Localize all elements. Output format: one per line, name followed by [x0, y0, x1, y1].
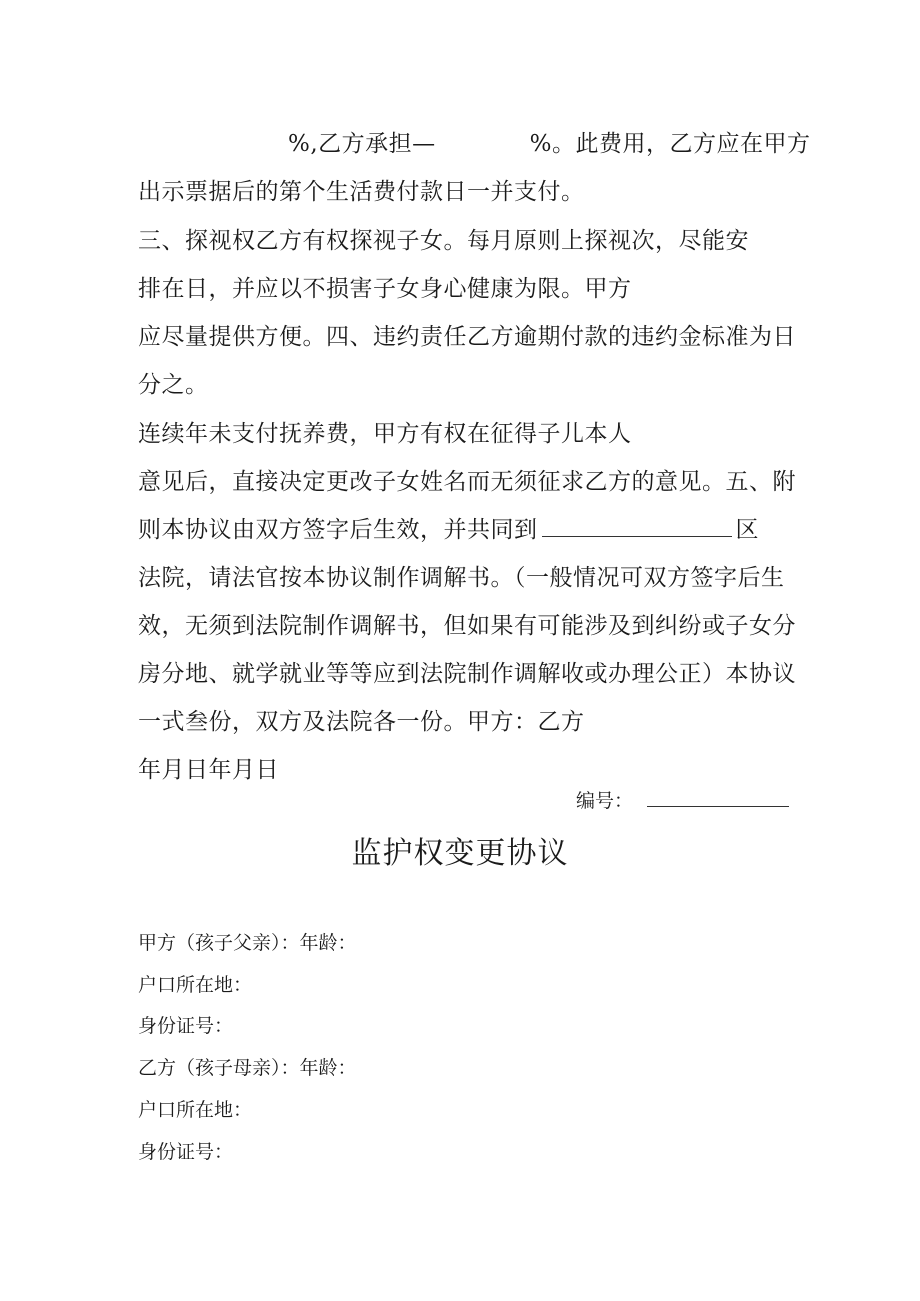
clause-line-12: 房分地、就学就业等等应到法院制作调解收或办理公正）本协议: [138, 661, 796, 687]
clause-line-14: 年月日年月日: [138, 757, 279, 783]
clause-line-9-text: 则本协议由双方签字后生效，并共同到: [138, 517, 538, 543]
party-a-label: 甲方（孩子父亲）：年龄：: [138, 932, 357, 954]
party-b-id-number: 身份证号：: [138, 1141, 234, 1163]
clause-line-9-suffix: 区: [735, 517, 759, 543]
clause-line-10: 法院，请法官按本协议制作调解书。（一般情况可双方签字后生: [138, 565, 785, 591]
document-number-label: 编号：: [576, 790, 634, 812]
document-number-blank: [647, 788, 789, 807]
clause-line-13: 一式叁份，双方及法院各一份。甲方：乙方: [138, 709, 585, 735]
clause-line-3: 三、探视权乙方有权探视子女。每月原则上探视次，尽能安: [138, 228, 749, 254]
party-b-residence: 户口所在地：: [138, 1099, 253, 1121]
document-number-row: [576, 788, 789, 814]
clause-line-1: %,乙方承担— %。此费用，乙方应在甲方: [288, 131, 811, 157]
page-title: 监护权变更协议: [351, 836, 569, 871]
party-a-residence: 户口所在地：: [138, 974, 253, 996]
clause-line-11: 效，无须到法院制作调解书，但如果有可能涉及到纠纷或子女分: [138, 613, 796, 639]
clause-line-8: 意见后，直接决定更改子女姓名而无须征求乙方的意见。五、附: [138, 469, 796, 495]
clause-line-4: 排在日，并应以不损害子女身心健康为限。甲方: [138, 276, 632, 302]
clause-line-5: 应尽量提供方便。四、违约责任乙方逾期付款的违约金标准为日: [138, 324, 796, 350]
clause-line-9: [138, 515, 759, 545]
clause-line-2: 出示票据后的第个生活费付款日一并支付。: [138, 179, 585, 205]
party-b-label: 乙方（孩子母亲）：年龄：: [138, 1057, 357, 1079]
court-district-blank: [542, 516, 732, 537]
party-a-id-number: 身份证号：: [138, 1015, 234, 1037]
clause-line-7: 连续年未支付抚养费，甲方有权在征得子儿本人: [138, 421, 632, 447]
clause-line-6: 分之。: [138, 372, 209, 398]
